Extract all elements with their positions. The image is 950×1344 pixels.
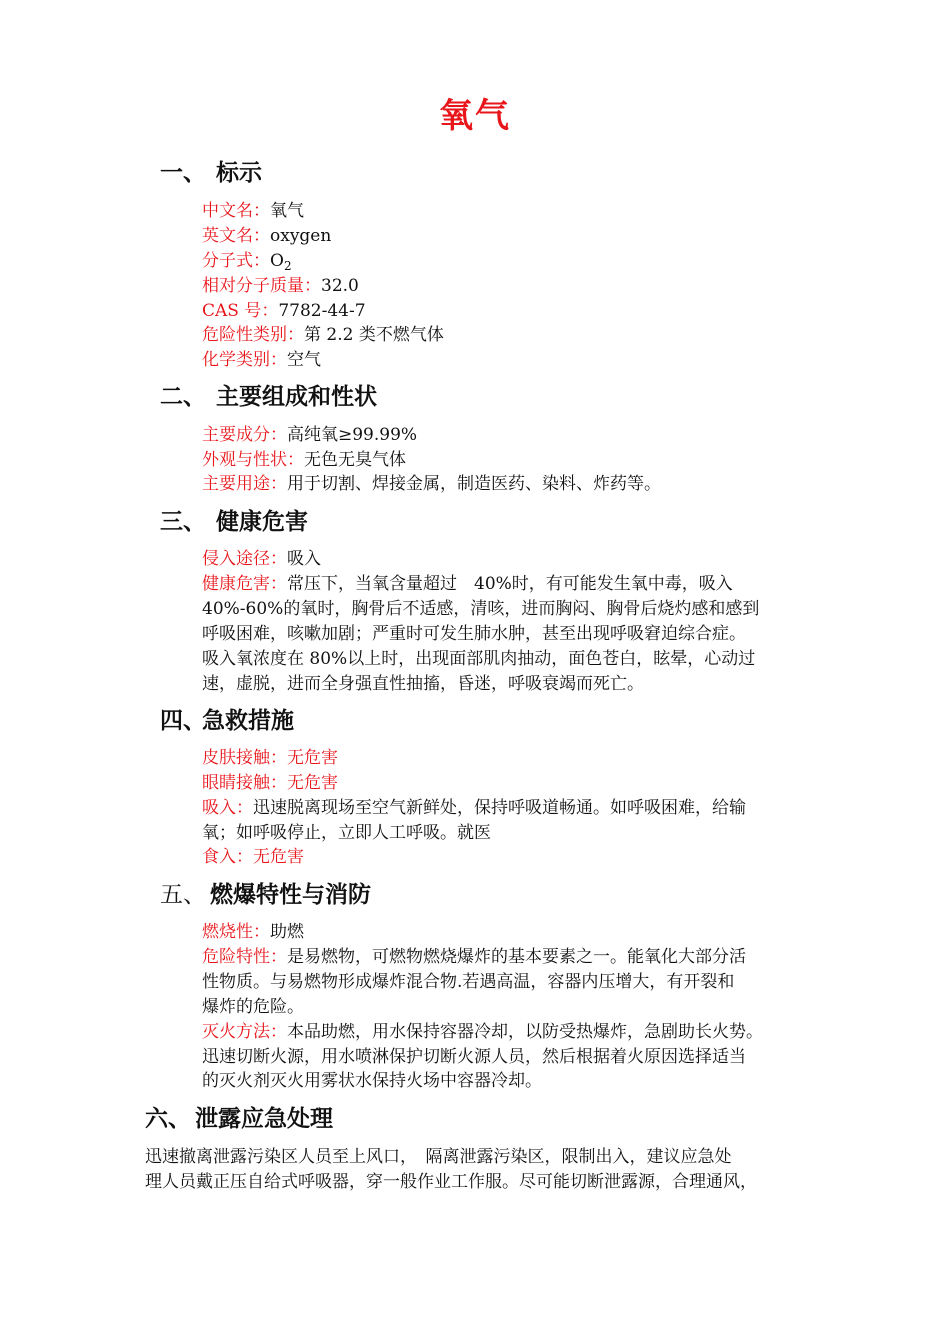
field-label: 相对分子质量 xyxy=(202,276,304,296)
section-number: 一、 xyxy=(160,160,206,186)
section-title: 急救措施 xyxy=(202,708,294,734)
field-value: 用于切割、焊接金属，制造医药、染料、炸药等。 xyxy=(287,474,661,494)
field-sep: ： xyxy=(270,574,287,594)
field-value: 高纯氧≥99.99% xyxy=(287,425,418,445)
extinguishing-line-3: 的灭火剂灭火用雾状水保持火场中容器冷却。 xyxy=(202,1071,542,1091)
field-value: 第 2.2 类不燃气体 xyxy=(304,325,444,345)
field-sep: ： xyxy=(287,450,304,470)
field-sep: ： xyxy=(287,325,304,345)
field-english-name xyxy=(202,224,331,249)
field-entry-route xyxy=(202,547,321,572)
field-main-use xyxy=(202,472,661,497)
field-main-component xyxy=(202,423,417,448)
field-value: 常压下，当氧含量超过 40%时，有可能发生氧中毒，吸入 xyxy=(287,574,733,594)
field-chinese-name xyxy=(202,199,304,224)
health-hazard-line-5: 速，虚脱，进而全身强直性抽搐，昏迷，呼吸衰竭而死亡。 xyxy=(202,674,644,694)
section-title: 主要组成和性状 xyxy=(216,384,377,410)
section-number: 六、 xyxy=(145,1106,191,1132)
section-title: 泄露应急处理 xyxy=(195,1106,333,1132)
field-label: 灭火方法 xyxy=(202,1022,270,1042)
field-label: 吸入 xyxy=(202,798,236,818)
field-sep: ： xyxy=(253,226,270,246)
field-sep: ： xyxy=(236,798,253,818)
field-value: 7782-44-7 xyxy=(278,301,366,321)
field-value: 氧气 xyxy=(270,201,304,221)
inhalation-line-2: 氧；如呼吸停止，立即人工呼吸。就医 xyxy=(202,823,491,843)
field-sep: ： xyxy=(270,549,287,569)
section-heading-fire-fighting xyxy=(160,876,371,909)
field-sep: ： xyxy=(253,251,270,271)
danger-line-1 xyxy=(202,945,746,970)
field-value: 空气 xyxy=(287,350,321,370)
section-title: 燃爆特性与消防 xyxy=(210,882,371,908)
eye-contact: 眼睛接触：无危害 xyxy=(202,773,338,793)
field-label: 主要用途 xyxy=(202,474,270,494)
health-hazard-line-4: 吸入氧浓度在 80%以上时，出现面部肌肉抽动，面色苍白，眩晕，心动过 xyxy=(202,649,756,669)
section-title: 健康危害 xyxy=(216,509,308,535)
field-value: 迅速脱离现场至空气新鲜处，保持呼吸道畅通。如呼吸困难，给输 xyxy=(253,798,746,818)
section-heading-leak-response xyxy=(145,1100,333,1133)
inhalation-line-1 xyxy=(202,796,746,821)
section-number: 五、 xyxy=(160,882,206,908)
field-label: CAS 号 xyxy=(202,301,262,321)
field-value: 是易燃物，可燃物燃烧爆炸的基本要素之一。能氧化大部分活 xyxy=(287,947,746,967)
field-sep: ： xyxy=(270,474,287,494)
page-title: 氧气 xyxy=(439,96,511,136)
section-heading-health-hazard xyxy=(160,503,308,536)
field-sep: ： xyxy=(253,922,270,942)
section-number: 二、 xyxy=(160,384,206,410)
extinguishing-line-2: 迅速切断火源，用水喷淋保护切断火源人员，然后根据着火原因选择适当 xyxy=(202,1047,746,1067)
field-appearance xyxy=(202,448,406,473)
section-heading-identification xyxy=(160,154,262,187)
field-value: oxygen xyxy=(270,226,332,246)
section-number: 四、 xyxy=(160,708,206,734)
field-label: 化学类别 xyxy=(202,350,270,370)
field-value: O xyxy=(270,251,284,271)
leak-response-line-2: 理人员戴正压自给式呼吸器，穿一般作业工作服。尽可能切断泄露源，合理通风， xyxy=(145,1172,757,1192)
health-hazard-line-2: 40%-60%的氧时，胸骨后不适感，清咳，进而胸闷、胸骨后烧灼感和感到 xyxy=(202,599,760,619)
section-title: 标示 xyxy=(216,160,262,186)
field-label: 侵入途径 xyxy=(202,549,270,569)
leak-response-line-1: 迅速撤离泄露污染区人员至上风口， 隔离泄露污染区，限制出入，建议应急处 xyxy=(145,1147,732,1167)
field-value: 32.0 xyxy=(321,276,359,296)
section-heading-first-aid xyxy=(160,702,294,735)
field-value: 吸入 xyxy=(287,549,321,569)
field-label: 分子式 xyxy=(202,251,253,271)
field-sep: ： xyxy=(304,276,321,296)
skin-contact: 皮肤接触：无危害 xyxy=(202,748,338,768)
field-molecular-weight xyxy=(202,274,359,299)
field-sep: ： xyxy=(270,1022,287,1042)
field-hazard-class xyxy=(202,323,444,348)
section-number: 三、 xyxy=(160,509,206,535)
field-sep: ： xyxy=(270,947,287,967)
field-value: 无色无臭气体 xyxy=(304,450,406,470)
health-hazard-line-3: 呼吸困难，咳嗽加剧；严重时可发生肺水肿，甚至出现呼吸窘迫综合症。 xyxy=(202,624,746,644)
health-hazard-line-1 xyxy=(202,572,733,597)
field-formula xyxy=(202,249,292,274)
field-sep: ： xyxy=(270,425,287,445)
field-chemical-class xyxy=(202,348,321,373)
field-cas-number xyxy=(202,299,366,324)
danger-line-2: 性物质。与易燃物形成爆炸混合物.若遇高温，容器内压增大，有开裂和 xyxy=(202,972,735,992)
field-label: 主要成分 xyxy=(202,425,270,445)
field-label: 外观与性状 xyxy=(202,450,287,470)
field-value: 助燃 xyxy=(270,922,304,942)
field-label: 燃烧性 xyxy=(202,922,253,942)
field-label: 健康危害 xyxy=(202,574,270,594)
field-sep: ： xyxy=(270,350,287,370)
field-flammability xyxy=(202,920,304,945)
field-label: 英文名 xyxy=(202,226,253,246)
field-label: 危险性类别 xyxy=(202,325,287,345)
ingestion: 食入：无危害 xyxy=(202,847,304,867)
section-heading-composition xyxy=(160,378,377,411)
field-value: 本品助燃，用水保持容器冷却，以防受热爆炸，急剧助长火势。 xyxy=(287,1022,763,1042)
field-sep: ： xyxy=(253,201,270,221)
formula-subscript: 2 xyxy=(283,259,292,273)
extinguishing-line-1 xyxy=(202,1020,763,1045)
field-sep: ： xyxy=(261,301,279,321)
danger-line-3: 爆炸的危险。 xyxy=(202,997,304,1017)
field-label: 危险特性 xyxy=(202,947,270,967)
field-label: 中文名 xyxy=(202,201,253,221)
